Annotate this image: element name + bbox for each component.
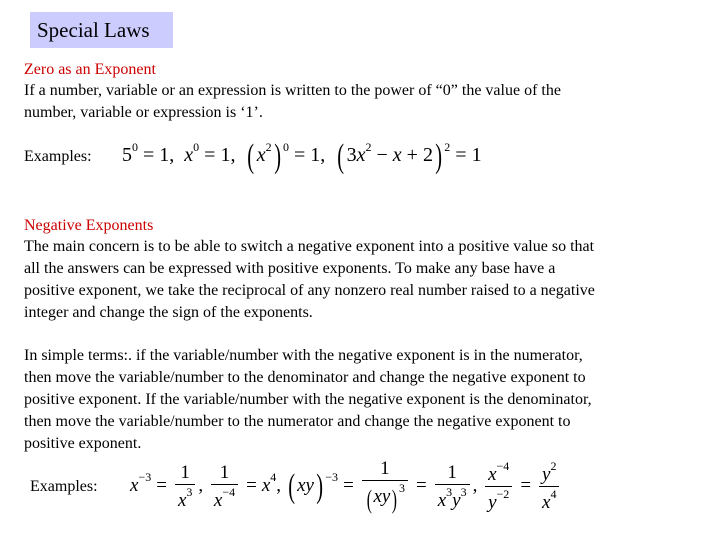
zero-examples-label: Examples: (24, 148, 92, 165)
zero-examples-math: $5^0 = 1$, $x^0 = 1$, ( $x^2$) $^0$ = 1, ( $3x^2 - x + 2$) $^2$ = 1 (122, 138, 482, 175)
negative-examples-math: $x^{-3}$ = $\frac{1}{x^3}$ , $\frac{1}{x^{-4}}$ = $x^4$, ( xy) $^{-3}$ = $\frac{1}{(xy) ^3}$ = $\frac{1}{x^3y^3}$ , $\frac{x^{-4}}{y^{-2}}$ = $\frac{y^2}{x^4}$ (130, 458, 562, 515)
zero-exponent-line-1: If a number, variable or an expression is written to the power of “0” the value of the (24, 82, 561, 99)
negative-para-2-line-1: In simple terms:. if the variable/number with the negative exponent is in the numerator, (24, 347, 583, 364)
negative-para-2-line-4: then move the variable/number to the numerator and change the negative exponent to (24, 413, 571, 430)
negative-para-2-line-3: positive exponent. If the variable/number with the negative exponent is the denominator, (24, 391, 592, 408)
page-title: Special Laws (30, 12, 173, 48)
negative-para-1-line-4: integer and change the sign of the exponents. (24, 304, 313, 321)
zero-exponent-line-2: number, variable or expression is ‘1’. (24, 104, 263, 121)
negative-exponent-heading: Negative Exponents (24, 217, 154, 234)
negative-examples-label: Examples: (30, 478, 98, 495)
zero-exponent-heading: Zero as an Exponent (24, 61, 156, 78)
negative-para-2-line-2: then move the variable/number to the denominator and change the negative exponent to (24, 369, 586, 386)
negative-para-1-line-1: The main concern is to be able to switch a negative exponent into a positive value so that (24, 238, 595, 255)
negative-para-1-line-3: positive exponent, we take the reciprocal of any nonzero real number raised to a negative (24, 282, 595, 299)
negative-para-2-line-5: positive exponent. (24, 435, 142, 452)
negative-para-1-line-2: all the answers can be expressed with positive exponents. To make any base have a (24, 260, 556, 277)
